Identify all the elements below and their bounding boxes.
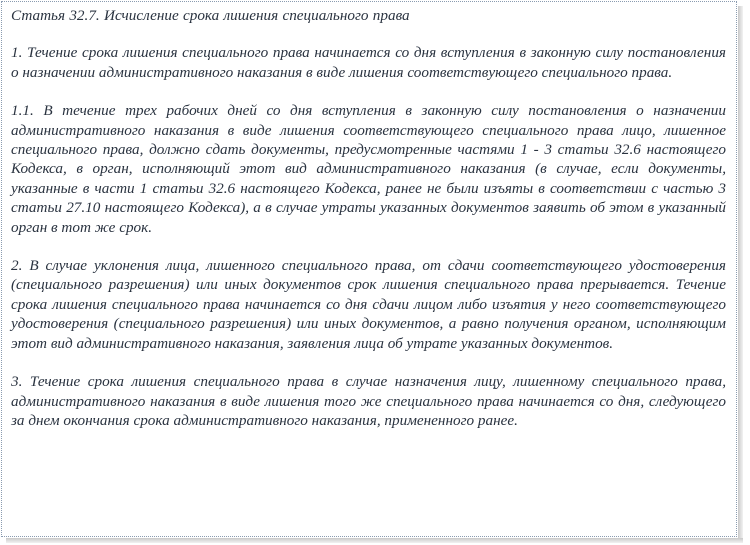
frame-shadow-right — [738, 6, 743, 539]
paragraph-3: 3. Течение срока лишения специального права в случае назначения лицу, лишенному специального права, административного наказания в виде лишения того же специального права начинается со дня, следующего за днем окончания срока административного наказания, примененного ранее. — [11, 373, 726, 429]
paragraph-1-1: 1.1. В течение трех рабочих дней со дня вступления в законную силу постановления о назначении административного наказания в виде лишения соответствующего специального права лицо, лишенное специального права, должно сдать документы, предусмотренные частями 1 - 3 статьи 32.6 настоящего Кодекса, в орган, исполняющий этот вид административного наказания (в случае, если документы, указанные в части 1 статьи 32.6 настоящего Кодекса, ранее не были изъяты в соответствии с частью 3 статьи 27.10 настоящего Кодекса), а в случае утраты указанных документов заявить об этом в указанный орган в тот же срок. — [11, 102, 726, 236]
paragraph-1: 1. Течение срока лишения специального права начинается со дня вступления в законную силу постановления о назначении административного наказания в виде лишения соответствующего специального права. — [11, 44, 726, 81]
document-frame — [1, 1, 737, 537]
article-title: Статья 32.7. Исчисление срока лишения специального права — [11, 7, 410, 24]
paragraph-2: 2. В случае уклонения лица, лишенного специального права, от сдачи соответствующего удостоверения (специального разрешения) или иных документов срок лишения специального права прерывается. Течение срока лишения специального права начинается со дня сдачи лицом либо изъятия у него соответствующего удостоверения (специального разрешения) или иных документов, а равно получения органом, исполняющим этот вид административного наказания, заявления лица об утрате указанных документов. — [11, 257, 726, 352]
frame-shadow-bottom — [6, 538, 743, 543]
